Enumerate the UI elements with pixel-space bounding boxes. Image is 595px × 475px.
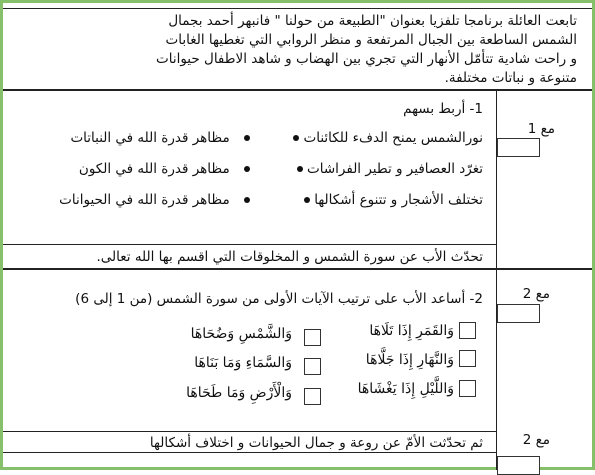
q1-left-item-2-label: تغرّد العصافير و تطير الفراشات (307, 161, 483, 177)
q1-left-item-1[interactable] (285, 130, 483, 146)
q1-left-item-1-label: نورالشمس يمنح الدفء للكائنات (303, 130, 483, 146)
verse-right-3: وَاللَّيْلِ إِذَا يَغْشَاهَا (357, 381, 454, 397)
q1-left-item-2[interactable] (289, 161, 483, 177)
divider-before-prompt-b (3, 431, 497, 432)
verse-left-2: وَالسَّمَاءِ وَمَا بَنَاهَا (194, 355, 292, 371)
verse-left-1: وَالشَّمْسِ وَضُحَاهَا (190, 326, 292, 342)
story-line-3: و راحت شادية تتأمّل الأنهار التي تجري بين الهضاب و شاهد الاطفال حيوانات (156, 51, 577, 67)
q1-left-item-3[interactable] (296, 192, 483, 208)
bullet-dot-icon (297, 166, 303, 172)
verse-order-box-r1[interactable] (459, 322, 476, 339)
q1-left-item-3-label: تختلف الأشجار و تتنوع أشكالها (314, 192, 483, 208)
bullet-dot-icon (244, 135, 250, 141)
q2-score-box[interactable] (497, 304, 540, 323)
verse-left-3: وَالْأَرْضِ وَمَا طَحَاهَا (186, 385, 292, 401)
q1-title: 1- أربط بسهم (403, 101, 483, 117)
story-line-2: الشمس الساطعة بين الجبال المرتفعة و منظر الروابي التي تغطيها الغابات (165, 32, 577, 48)
verse-right-1: وَالقَمَرِ إِذَا تَلَاهَا (369, 323, 454, 339)
q1-score-box[interactable] (497, 138, 540, 157)
prompt-b-score-box[interactable] (497, 456, 540, 475)
story-line-4: متنوعة و نباتات مختلفة. (444, 70, 577, 86)
q1-right-item-2[interactable] (79, 161, 250, 177)
bullet-dot-icon (293, 135, 299, 141)
verse-right-2: وَالنَّهَارِ إِذَا جَلَّاهَا (365, 352, 454, 368)
q1-right-item-3[interactable] (59, 192, 250, 208)
q1-grade-label: مع 1 (527, 121, 555, 137)
q1-right-item-2-label: مظاهر قدرة الله في الكون (78, 161, 230, 177)
q2-title: 2- أساعد الأب على ترتيب الآيات الأولى من سورة الشمس (من 1 إلى 6) (75, 291, 483, 307)
q1-right-item-3-label: مظاهر قدرة الله في الحيوانات (59, 192, 230, 208)
bullet-dot-icon (304, 197, 310, 203)
verse-order-box-r2[interactable] (459, 350, 476, 367)
divider-top (3, 8, 592, 9)
story-line-1: تابعت العائلة برنامجا تلفزيا بعنوان "الطبيعة من حولنا " فانبهر أحمد بجمال (168, 13, 577, 29)
prompt-b-grade-label: مع 2 (522, 432, 550, 448)
prompt-sun-surah: تحدّث الأب عن سورة الشمس و المخلوقات التي اقسم بها الله تعالى. (96, 249, 483, 265)
verse-order-box-l2[interactable] (304, 358, 321, 375)
bullet-dot-icon (244, 197, 250, 203)
divider-after-q1 (3, 244, 497, 245)
verse-order-box-r3[interactable] (459, 380, 476, 397)
verse-order-box-l3[interactable] (304, 388, 321, 405)
prompt-animals: ثم تحدّثت الأمّ عن روعة و جمال الحيوانات و اختلاف أشكالها (149, 435, 483, 451)
q1-right-item-1[interactable] (70, 130, 250, 146)
verse-order-box-l1[interactable] (304, 329, 321, 346)
bullet-dot-icon (244, 166, 250, 172)
divider-after-story (3, 89, 592, 91)
divider-after-prompt-a (3, 268, 592, 270)
q2-grade-label: مع 2 (522, 286, 550, 302)
q1-right-item-1-label: مظاهر قدرة الله في النباتات (70, 130, 230, 146)
